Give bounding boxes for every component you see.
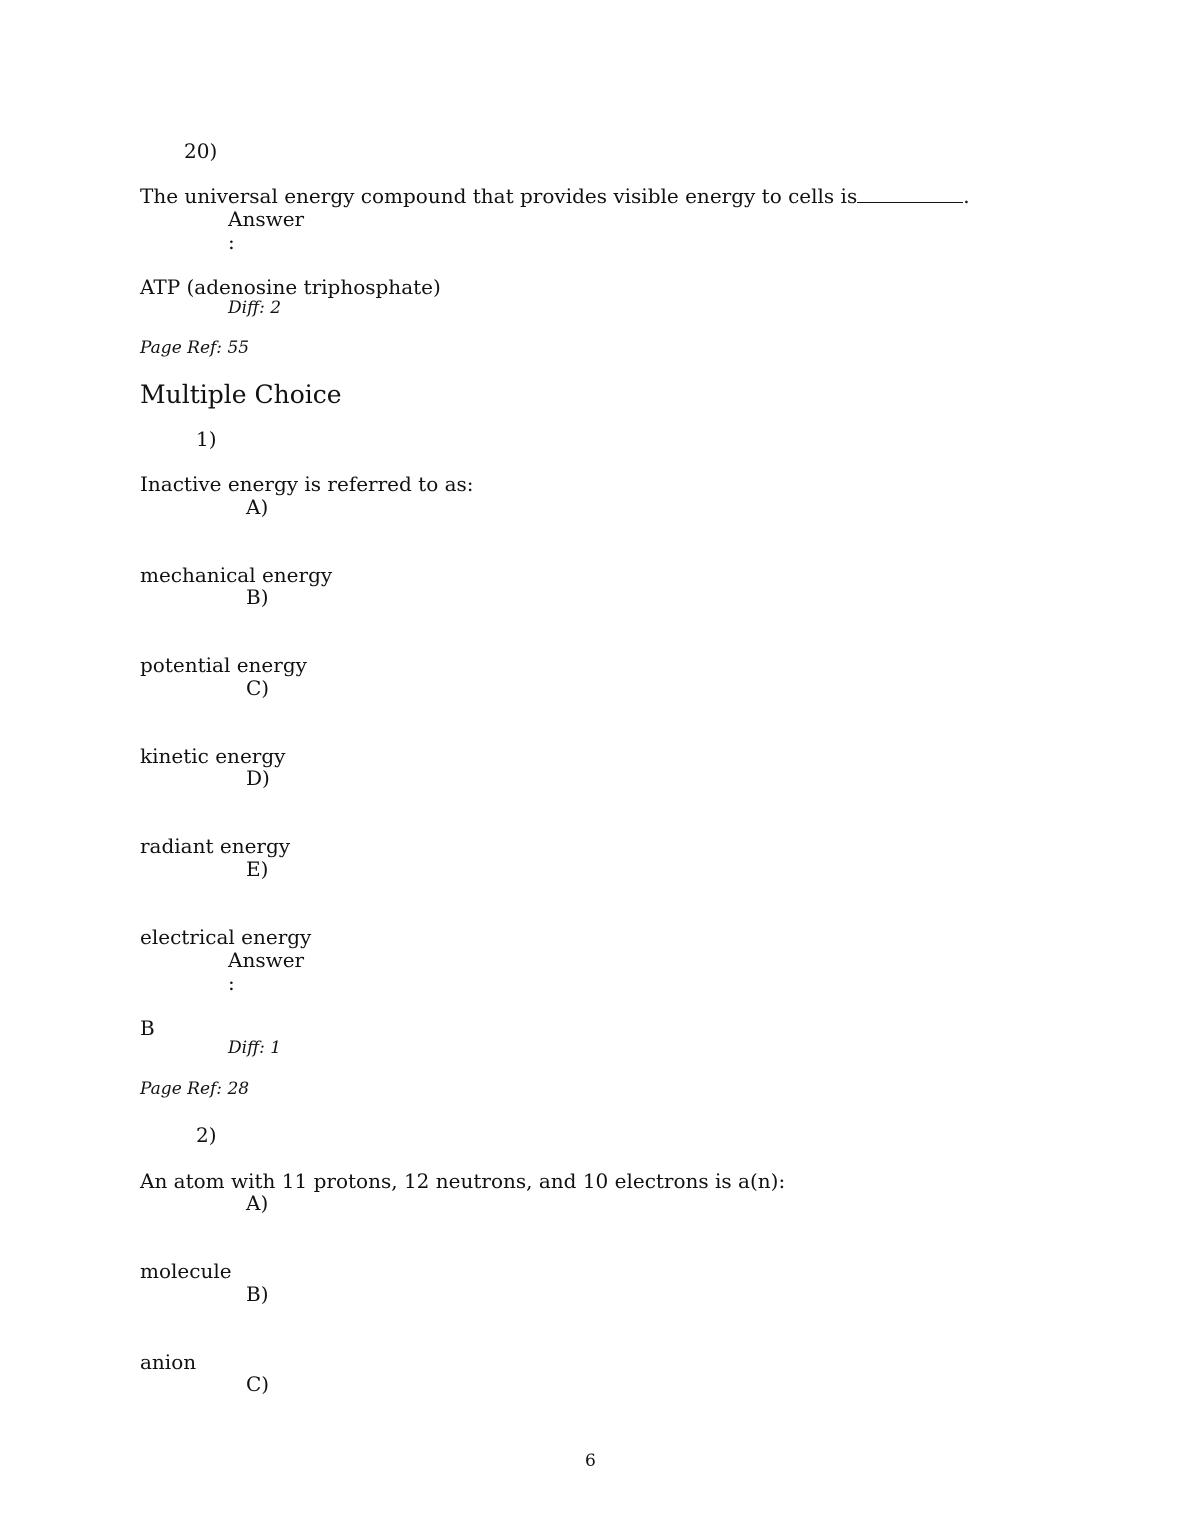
question-number: 1) <box>196 427 217 451</box>
question-stem-end: . <box>963 184 970 208</box>
option-letter: E) <box>246 857 269 881</box>
option-letter: C) <box>246 676 270 700</box>
section-title: Multiple Choice <box>140 380 342 409</box>
question-stem-text: The universal energy compound that provides visible energy to cells is <box>140 184 858 208</box>
question-stem: An atom with 11 protons, 12 neutrons, and 10 electrons is a(n): <box>140 1169 786 1193</box>
answer-label: Answer <box>228 207 305 231</box>
option-letter: C) <box>246 1372 270 1396</box>
option-letter: A) <box>246 1191 269 1215</box>
option-letter: D) <box>246 766 270 790</box>
page-ref: Page Ref: 28 <box>140 1079 250 1099</box>
question-number: 20) <box>184 139 218 163</box>
page-ref: Page Ref: 55 <box>140 338 250 358</box>
difficulty: Diff: 1 <box>228 1038 282 1058</box>
question-stem <box>140 184 970 208</box>
option-text: kinetic energy <box>140 744 286 768</box>
answer-colon: : <box>228 971 235 995</box>
option-letter: A) <box>246 495 269 519</box>
answer-label: Answer <box>228 948 305 972</box>
question-stem: Inactive energy is referred to as: <box>140 472 474 496</box>
difficulty: Diff: 2 <box>228 298 282 318</box>
option-text: mechanical energy <box>140 563 333 587</box>
option-text: radiant energy <box>140 834 291 858</box>
question-number: 2) <box>196 1123 217 1147</box>
option-text: molecule <box>140 1259 232 1283</box>
answer-text: ATP (adenosine triphosphate) <box>140 275 441 299</box>
option-letter: B) <box>246 585 269 609</box>
page-number: 6 <box>585 1451 596 1471</box>
answer-blank <box>857 184 963 203</box>
answer-colon: : <box>228 230 235 254</box>
option-text: potential energy <box>140 653 307 677</box>
option-text: anion <box>140 1350 197 1374</box>
option-text: electrical energy <box>140 925 312 949</box>
option-letter: B) <box>246 1282 269 1306</box>
answer-text: B <box>140 1016 155 1040</box>
